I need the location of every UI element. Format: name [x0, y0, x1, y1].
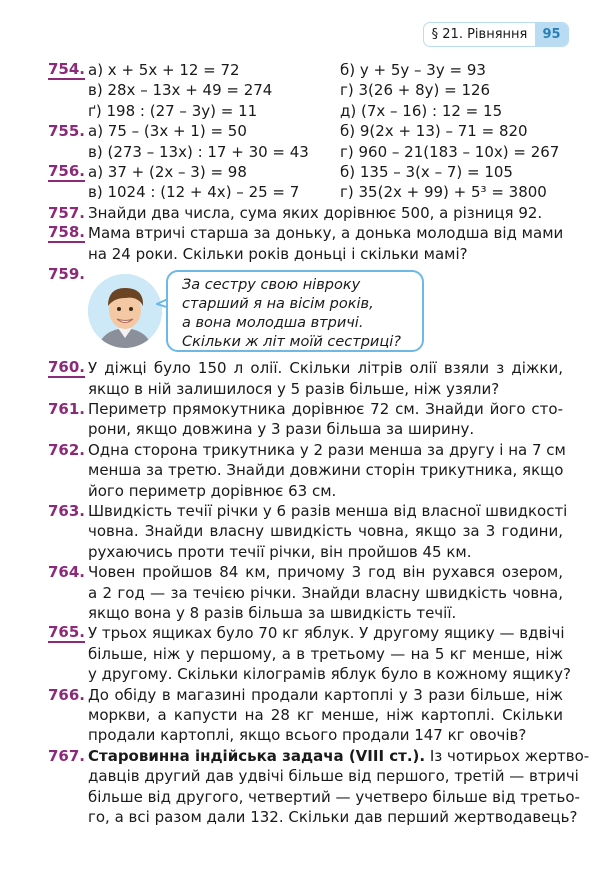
exercise-766: 766. До обіду в магазині продали картоплі у 3 рази більше, ніж — [48, 685, 563, 704]
boy-portrait-icon — [88, 274, 162, 348]
speech-bubble: За сестру свою нівроку старший я на вісім років, а вона молодша втричі. Скільки ж літ моїй сестриці? — [166, 270, 424, 352]
exercise-762: 762. Одна сторона трикутника у 2 рази менша за другу і на 7 см — [48, 440, 566, 459]
exercises: 754. а) x + 5x + 12 = 72 б) y + 5y – 3y = 93 в) 28x – 13x + 49 = 274 г) 3(26 + 8y) = 126 ґ) 198 : (27 – 3y) = 11 д) (7x – 16) : 12 = 15 755. а) 75 – (3x + 1) = 50 б) 9(2x + 13) – 71 = 820 в) (273 – 13x) : 17 + 30 = 43 г) 960 – 21(183 – 10x) = 267 756. а) 37 + (2x – 3) = 98 б) 135 – 3(x – 7) = 105 в) 1024 : (12 + 4x) – 25 = 7 г) 35(2x + 99) + 5³ = 3800 757. Знайди два числа, сума яких дорівнює 500, а різниця 92. 758. Мама втричі старша за доньку, а донька молодша від мами на 24 роки. Скільки років доньці і скільки мамі? 759. За сестру свою нівроку старший я на вісім років, а вона молодша втричі. Скільки ж літ моїй сестриці? 760. У діжці було 150 л олії. Скільки літрів олії взяли з діжки, якщо в ній залишилося у 5 разів більше, ніж узяли? 761. Периметр прямокутника дорівнює 72 см. Знайди його сто- рони, якщо довжина у 3 рази більша за ширину. 762. Одна сторона трикутника у 2 рази менша за другу і на 7 см менша за третю. Знайди довжини сторін трикутника, якщо його периметр дорівнює 63 см. 763. Швидкість течії річки у 6 разів менша від власної швидкості човна. Знайди власну швидкість човна, якщо за 3 години, рухаючись проти течії річки, він пройшов 45 км. 764. Човен пройшов 84 км, причому 3 год він рухався озером, а 2 год — за течією річки. Знайди власну швидкість човна, якщо вона у 8 разів більша за швидкість течії. 765. У трьох ящиках було 70 кг яблук. У другому ящику — вдвічі більше, ніж у першому, а в третьому — на 5 кг менше, ніж у другому. Скільки кілограмів яблук було в кожному ящику? 766. До обіду в магазині продали картоплі у 3 рази більше, ніж моркви, а капусти на 28 кг менше, ніж картоплі. Скільки продали картоплі, якщо всього продали 147 кг овочів? 767. Старовинна індійська задача (VIII ст.). Із чотирьох жертво- давців другий дав удвічі більше від першого, третій — втричі більше від другого, четвертий — учетверо більше від третьо- го, а всі разом дали 132. Скільки дав перший жертводавець? — [48, 60, 590, 826]
exercise-758: 758. Мама втричі старша за доньку, а донька молодша від мами — [48, 223, 564, 243]
exercise-755-row1: 755. а) 75 – (3x + 1) = 50 б) 9(2x + 13) – 71 = 820 — [48, 122, 528, 141]
boy-avatar — [88, 274, 162, 348]
exercise-number: 761. — [48, 400, 86, 419]
exercise-757: 757. Знайди два числа, сума яких дорівнює 500, а різниця 92. — [48, 203, 543, 222]
exercise-number: 754. — [48, 60, 86, 78]
exercise-number: 757. — [48, 203, 86, 222]
exercise-756-row1: 756. а) 37 + (2x – 3) = 98 б) 135 – 3(x – 7) = 105 — [48, 161, 513, 181]
exercise-number: 764. — [48, 563, 86, 582]
exercise-number: 759. — [48, 264, 86, 283]
exercise-number: 762. — [48, 440, 86, 459]
exercise-764: 764. Човен пройшов 84 км, причому 3 год він рухався озером, — [48, 563, 563, 582]
exercise-number: 755. — [48, 122, 86, 141]
page-header — [423, 22, 569, 47]
exercise-763: 763. Швидкість течії річки у 6 разів менша від власної швидкості — [48, 502, 568, 521]
exercise-761: 761. Периметр прямокутника дорівнює 72 см. Знайди його сто- — [48, 400, 563, 419]
exercise-number: 766. — [48, 685, 86, 704]
exercise-765: 765. У трьох ящиках було 70 кг яблук. У другому ящику — вдвічі — [48, 623, 565, 643]
exercise-number: 760. — [48, 358, 86, 377]
exercise-number: 767. — [48, 746, 86, 765]
section-title: § 21. Рівняння — [431, 27, 528, 42]
exercise-760: 760. У діжці було 150 л олії. Скільки літрів олії взяли з діжки, — [48, 358, 563, 378]
exercise-number: 756. — [48, 161, 86, 180]
exercise-number: 758. — [48, 223, 86, 242]
task-title: Старовинна індійська задача (VIII ст.). — [88, 746, 426, 765]
exercise-754-row1: 754. а) x + 5x + 12 = 72 б) y + 5y – 3y = 93 — [48, 60, 486, 79]
exercise-number: 765. — [48, 623, 86, 642]
exercise-number: 763. — [48, 502, 86, 521]
exercise-767: 767. Старовинна індійська задача (VIII ст.). Із чотирьох жертво- — [48, 746, 590, 765]
page-number: 95 — [535, 23, 568, 46]
